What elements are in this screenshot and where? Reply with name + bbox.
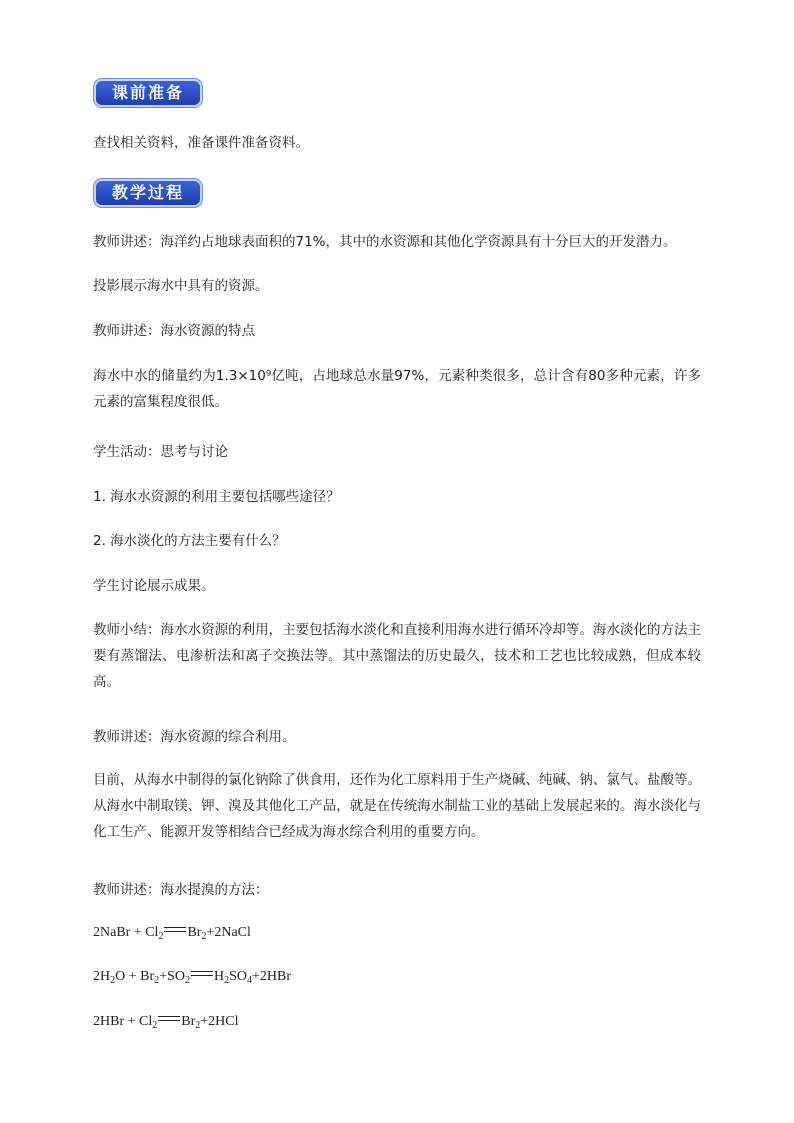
paragraph: 目前，从海水中制得的氯化钠除了供食用，还作为化工原料用于生产烧碱、纯碱、钠、氯气、盐酸等。从海水中制取镁、钾、溴及其他化工产品，就是在传统海水制盐工业的基础上发展起来的。海水淡化与化工生产、能源开发等相结合已经成为海水综合利用的重要方向。: [93, 772, 701, 840]
equals-sign: [158, 1014, 180, 1024]
paragraph-prep: 查找相关资料，准备课件准备资料。: [93, 135, 309, 151]
section-heading-prep: 课前准备: [96, 81, 200, 105]
section-heading-process: 教学过程: [96, 181, 200, 205]
paragraph: 教师讲述：海水资源的综合利用。: [93, 729, 296, 745]
equals-sign: [164, 925, 186, 935]
list-item: 1. 海水水资源的利用主要包括哪些途径？: [93, 489, 340, 505]
paragraph: 学生讨论展示成果。: [93, 578, 215, 594]
chemical-equation-1: 2NaBr + $Cl_2$ $Br_2+2NaCl$: [93, 925, 251, 942]
paragraph: 学生活动：思考与讨论: [93, 444, 228, 460]
paragraph: 教师讲述：海水提溴的方法：: [93, 882, 269, 898]
paragraph: 教师讲述：海水资源的特点: [93, 323, 255, 339]
paragraph: 海水中水的储量约为1.3×10⁹亿吨，占地球总水量97%，元素种类很多，总计含有80多种元素，许多元素的富集程度很低。: [93, 368, 701, 410]
paragraph: 教师讲述：海洋约占地球表面积的71%，其中的水资源和其他化学资源具有十分巨大的开发潜力。: [93, 234, 677, 250]
equals-sign: [191, 969, 213, 979]
list-item: 2. 海水淡化的方法主要有什么？: [93, 533, 286, 549]
chemical-equation-2: $2H_2O + Br_2+SO_2$ $H_2SO_4+2HBr$: [93, 969, 291, 986]
chemical-equation-3: $2HBr + Cl_2$ $Br_2+2HCl$: [93, 1014, 239, 1031]
paragraph: 教师小结：海水水资源的利用，主要包括海水淡化和直接利用海水进行循环冷却等。海水淡化的方法主要有蒸馏法、电渗析法和离子交换法等。其中蒸馏法的历史最久，技术和工艺也比较成熟，但成本较高。: [93, 622, 701, 690]
paragraph: 投影展示海水中具有的资源。: [93, 278, 269, 294]
